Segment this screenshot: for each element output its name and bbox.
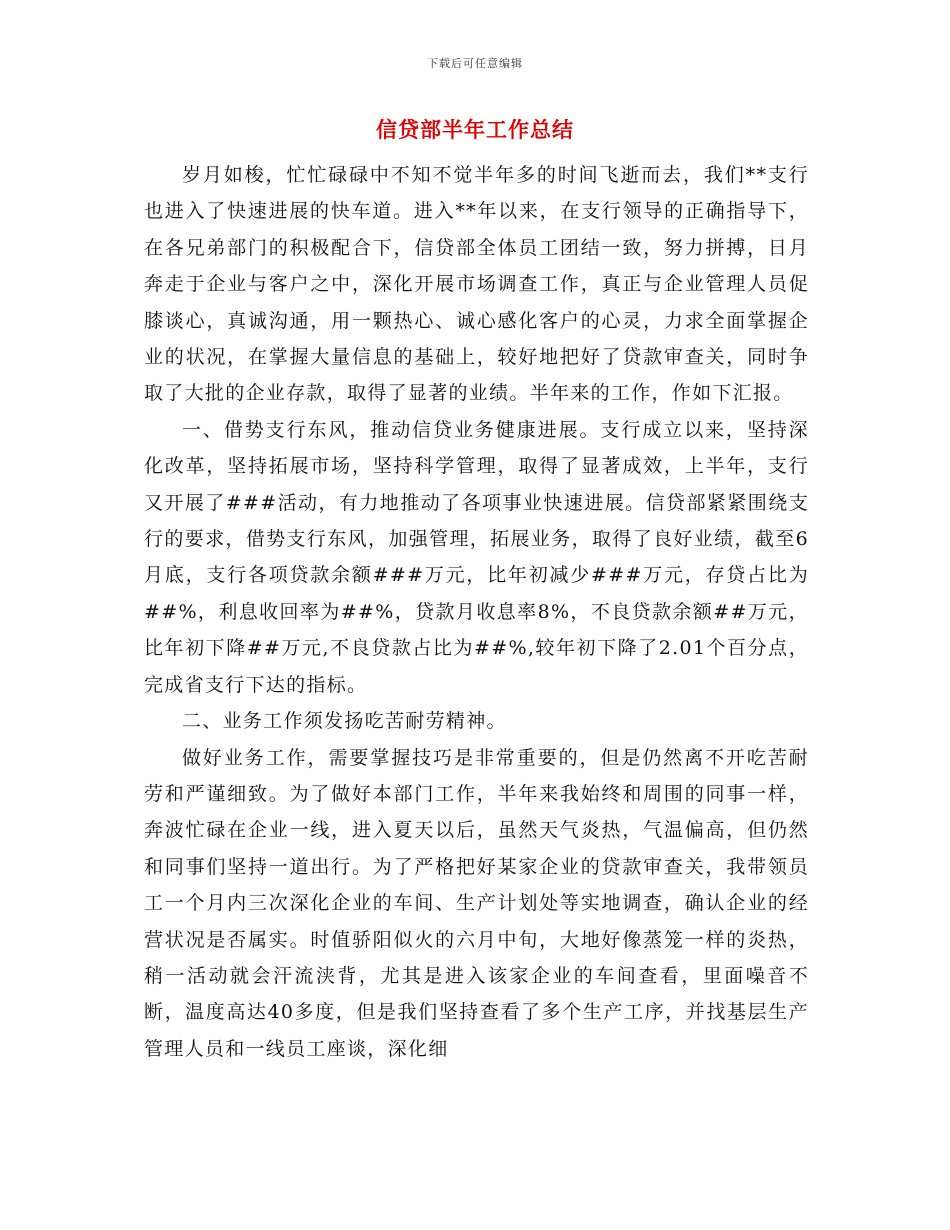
paragraph-section-one: 一、借势支行东风，推动信贷业务健康进展。支行成立以来，坚持深化改革，坚持拓展市场，坚持科学管理，取得了显著成效，上半年，支行又开展了###活动，有力地推动了各项事业快速进展。信贷部紧紧围绕支行的要求，借势支行东风，加强管理，拓展业务，取得了良好业绩，截至6月底，支行各项贷款余额###万元，比年初减少###万元，存贷占比为##%，利息收回率为##%，贷款月收息率8%，不良贷款余额##万元，比年初下降##万元,不良贷款占比为##%,较年初下降了2.01个百分点，完成省支行下达的指标。 (144, 418, 809, 696)
paragraph-intro: 岁月如梭，忙忙碌碌中不知不觉半年多的时间飞逝而去，我们**支行也进入了快速进展的快车道。进入**年以来，在支行领导的正确指导下，在各兄弟部门的积极配合下，信贷部全体员工团结一致，努力拼搏，日月奔走于企业与客户之中，深化开展市场调查工作，真正与企业管理人员促膝谈心，真诚沟通，用一颗热心、诚心感化客户的心灵，力求全面掌握企业的状况，在掌握大量信息的基础上，较好地把好了贷款审查关，同时争取了大批的企业存款，取得了显著的业绩。半年来的工作，作如下汇报。 (144, 164, 809, 405)
paragraph-section-two-body: 做好业务工作，需要掌握技巧是非常重要的，但是仍然离不开吃苦耐劳和严谨细致。为了做好本部门工作，半年来我始终和周围的同事一样，奔波忙碌在企业一线，进入夏天以后，虽然天气炎热，气温偏高，但仍然和同事们坚持一道出行。为了严格把好某家企业的贷款审查关，我带领员工一个月内三次深化企业的车间、生产计划处等实地调查，确认企业的经营状况是否属实。时值骄阳似火的六月中旬，大地好像蒸笼一样的炎热，稍一活动就会汗流浃背，尤其是进入该家企业的车间查看，里面噪音不断，温度高达40多度，但是我们坚持查看了多个生产工序，并找基层生产管理人员和一线员工座谈，深化细 (144, 746, 809, 1060)
paragraph-section-two-heading: 二、业务工作须发扬吃苦耐劳精神。 (182, 710, 507, 733)
document-body (144, 157, 809, 1067)
document-title: 信贷部半年工作总结 (376, 118, 574, 142)
header-note: 下载后可任意编辑 (427, 57, 523, 70)
